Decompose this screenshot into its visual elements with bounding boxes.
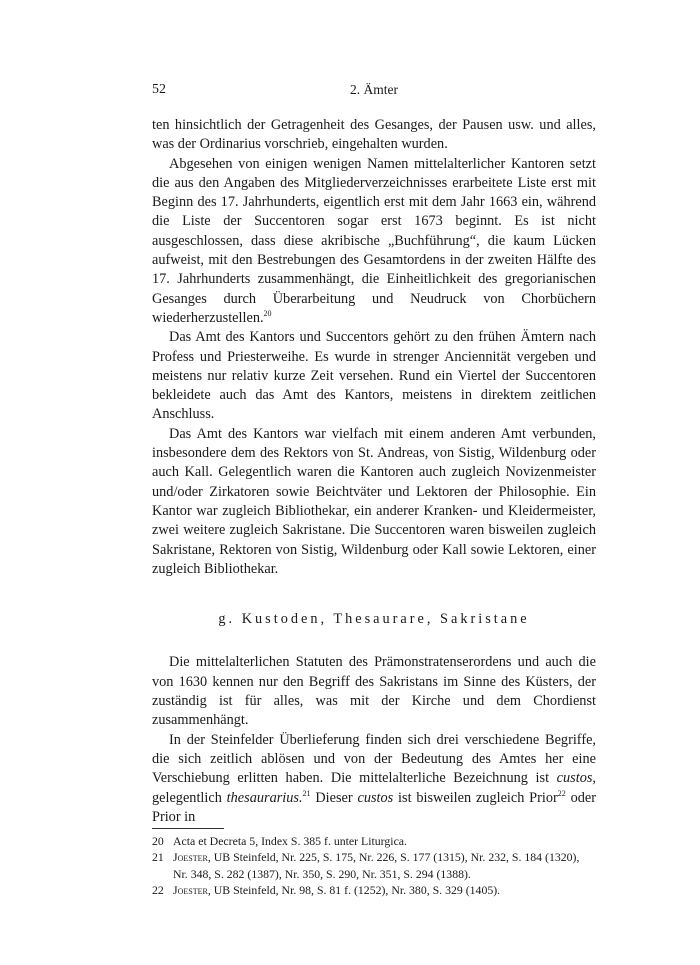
footnote-number: 21 — [152, 850, 164, 865]
footnote-author: Joester — [173, 850, 208, 865]
footnote-author: Joester — [173, 882, 208, 897]
paragraph: ten hinsichtlich der Getragenheit des Gesanges, der Pausen usw. und alles, was der Ordinarius vorschrieb, eingehalten wurden. — [152, 117, 596, 153]
footnote — [152, 833, 596, 849]
footnote-text: , UB Steinfeld, Nr. 98, S. 81 f. (1252), Nr. 380, S. 329 (1405). — [207, 882, 501, 897]
paragraph-with-notes — [152, 731, 596, 827]
running-head: 2. Ämter — [350, 82, 398, 97]
footnote-text: , UB Steinfeld, Nr. 225, S. 175, Nr. 226, S. 177 (1315), Nr. 232, S. 184 (1320), Nr. 348, S. 282 (1387), Nr. 350, S. 290, Nr. 351, S. 294 (1388). — [173, 850, 580, 881]
paragraph: Das Amt des Kantors war vielfach mit einem anderen Amt verbunden, insbesondere dem des Rektors von St. Andreas, von Sistig, Wildenburg oder auch Kall. Gelegentlich waren die Kantoren auch zugleich Novizenmeister und/oder Zirkatoren sowie Beichtväter und Lektoren der Philosophie. Ein Kantor war zugleich Bibliothekar, ein anderer Kranken- und Kleidermeister, zwei weitere zugleich Sakristane. Die Succentoren waren bisweilen zugleich Sakristane, Rektoren von Sistig, Wildenburg oder Kall sowie Lektoren, einer zugleich Bibliothekar. — [152, 425, 596, 577]
paragraph-text: ist bisweilen zugleich Prior — [393, 789, 558, 806]
footnotes — [152, 833, 596, 898]
paragraph-with-note — [152, 155, 596, 329]
body-text — [152, 116, 596, 827]
paragraph-text: Abgesehen von einigen wenigen Namen mittelalterlicher Kantoren setzt die aus den Angaben des Mitgliederverzeichnisses erarbeitete Liste erst mit Beginn des 17. Jahrhunderts, eigentlich erst mit dem Jahr 1663 ein, während die Liste der Succentoren sogar erst 1673 beginnt. Es ist nicht ausgeschlossen, dass diese akribische „Buchführung“, die kaum Lücken aufweist, mit den Bestrebungen des Gesamtordens in der zweiten Hälfte des 17. Jahrhunderts zusammenhängt, die Einheitlichkeit des gregorianischen Gesanges durch Überarbeitung und Neudruck von Chorbüchern wiederherzustellen. — [152, 155, 596, 326]
page-header — [152, 78, 596, 100]
footnote-rule — [152, 828, 224, 829]
footnote-marker[interactable]: 21 — [302, 788, 311, 798]
paragraph-text: oder Prior in — [152, 789, 596, 825]
section-heading: g. Kustoden, Thesaurare, Sakristane — [218, 611, 530, 628]
latin-term: thesaurarius. — [226, 789, 303, 806]
footnote-marker[interactable]: 22 — [557, 788, 566, 798]
latin-term: custos — [357, 789, 394, 806]
paragraph: Das Amt des Kantors und Succentors gehört zu den frühen Ämtern nach Profess und Priesterweihe. Es wurde in strenger Anciennität vergeben und meistens nur relativ kurze Zeit versehen. Rund ein Viertel der Succentoren bekleidete auch das Amt des Kantors, meistens in direktem zeitlichen Anschluss. — [152, 329, 596, 423]
footnote — [152, 849, 596, 882]
paragraph-text: In der Steinfelder Überlieferung finden sich drei verschiedene Begriffe, die sich zeitlich ablösen und von der Bedeutung des Amtes her eine Verschiebung erlitten haben. Die mittelalterliche Bezeichnung ist — [152, 731, 596, 787]
footnote-number: 20 — [152, 834, 164, 849]
paragraph-text: Dieser — [310, 789, 358, 806]
footnote-text: Acta et Decreta 5, Index S. 385 f. unter Liturgica. — [173, 834, 407, 849]
latin-term: custos — [556, 770, 593, 787]
footnote-number: 22 — [152, 882, 164, 897]
footnote-marker[interactable]: 20 — [263, 308, 272, 318]
book-page — [152, 78, 596, 898]
page-number: 52 — [152, 82, 166, 97]
paragraph: Die mittelalterlichen Statuten des Prämonstratenserordens und auch die von 1630 kennen nur den Begriff des Sakristans im Sinne des Küsters, der zuständig ist für alles, was mit der Kirche und dem Chordienst zusammenhängt. — [152, 654, 596, 729]
paragraph-text: , gelegentlich — [152, 770, 596, 806]
footnote — [152, 882, 596, 898]
